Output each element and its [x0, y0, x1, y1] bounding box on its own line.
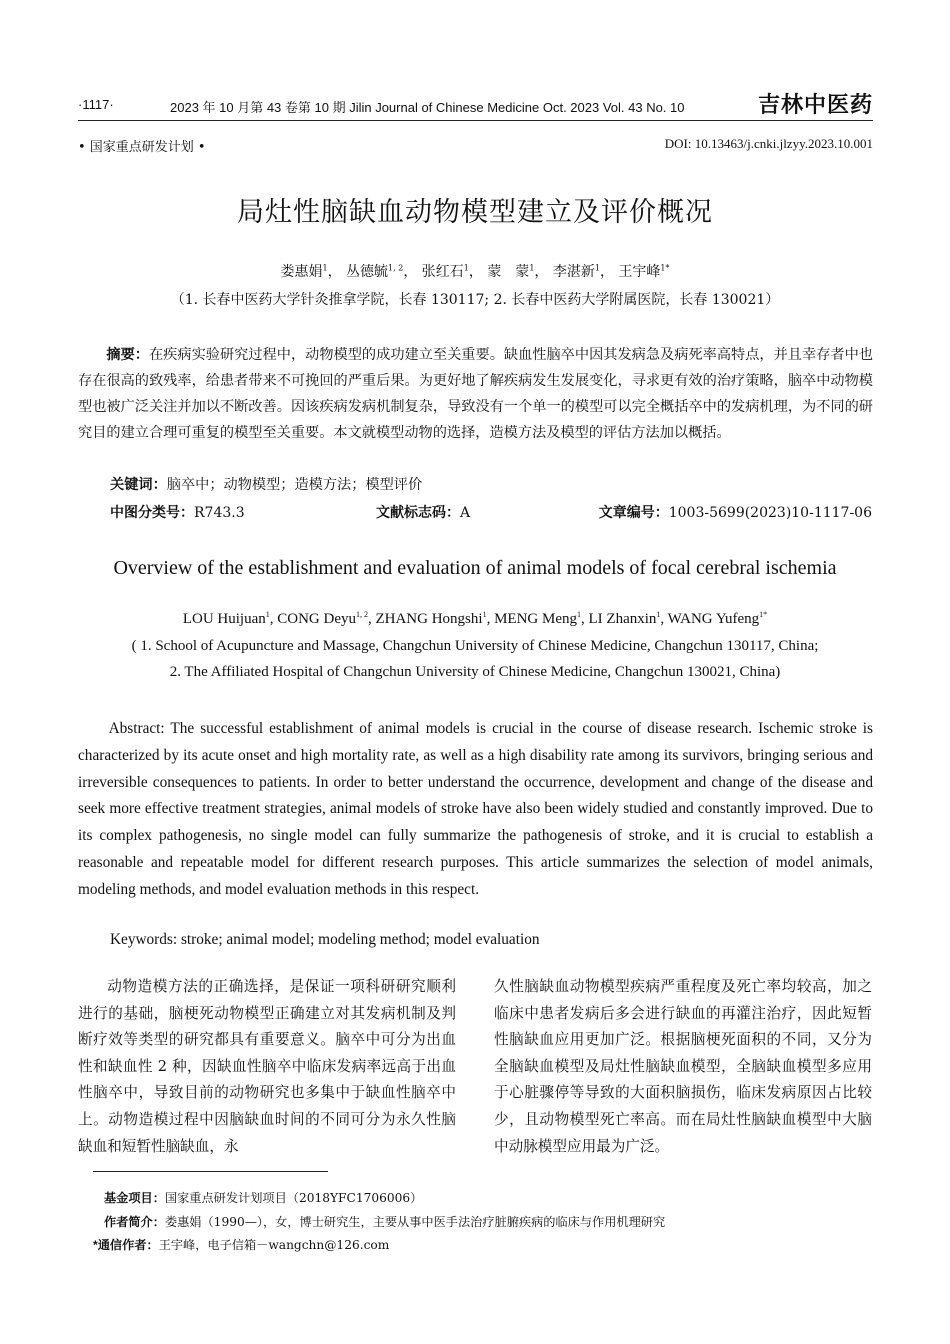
author-name: WANG Yufeng [667, 611, 760, 627]
author-sup: 1 [656, 610, 661, 619]
author-name: 娄惠娟 [280, 264, 323, 280]
author-name: 王宇峰 [618, 264, 661, 280]
author-sup: 1, 2 [355, 610, 368, 619]
author-sup: 1 [529, 263, 535, 273]
affiliations-en-line2: 2. The Affiliated Hospital of Changchun University of Chinese Medicine, Changchun 130021, China) [169, 664, 781, 680]
author-name: LOU Huijuan [182, 611, 266, 627]
author-name: MENG Meng [494, 611, 577, 627]
affiliations-en-line1: ( 1. School of Acupuncture and Massage, Changchun University of Chinese Medicine, Changchun 130117, China; [131, 638, 819, 654]
author-name: 蒙 蒙 [487, 264, 530, 280]
keywords-en [110, 931, 540, 949]
header-rule [78, 120, 873, 121]
body-column-left: 动物造模方法的正确选择，是保证一项科研研究顺利进行的基础，脑梗死动物模型正确建立对其发病机制及判断疗效等类型的研究都具有重要意义。脑卒中可分为出血性和缺血性 2 种，因缺血性脑卒中临床发病率远高于出血性脑卒中，导致目前的动物研究也多集中于缺血性脑卒中上。动物造模过程中因脑缺血时间的不同可分为永久性脑缺血和短暂性脑缺血，永 [78, 978, 456, 1155]
author-name: LI Zhanxin [588, 611, 657, 627]
abstract-en-label: Abstract: [108, 720, 165, 737]
author-name: 丛德毓 [346, 264, 389, 280]
author-name: ZHANG Hongshi [375, 611, 483, 627]
keywords-cn-label: 关键词： [110, 477, 167, 493]
body-column-right: 久性脑缺血动物模型疾病严重程度及死亡率均较高，加之临床中患者发病后多会进行缺血的再灌注治疗，因此短暂性脑缺血应用更加广泛。根据脑梗死面积的不同，又分为全脑缺血模型及局灶性脑缺血模型，全脑缺血模型多应用于心脏骤停等导致的大面积脑损伤，临床发病原因占比较少，且动物模型死亡率高。而在局灶性脑缺血模型中大脑中动脉模型应用最为广泛。 [494, 978, 872, 1155]
grant-tag: • 国家重点研发计划 • [78, 140, 206, 155]
journal-info: 2023 年 10 月第 43 卷第 10 期 Jilin Journal of Chinese Medicine Oct. 2023 Vol. 43 No. 10 [170, 100, 685, 115]
author-sup: 1 [482, 610, 487, 619]
doi: DOI: 10.13463/j.cnki.jlzyy.2023.10.001 [664, 136, 873, 151]
affiliations-cn: （1. 长春中医药大学针灸推拿学院，长春 130117; 2. 长春中医药大学附属医院，长春 130021） [170, 292, 780, 308]
author-name: 李湛新 [552, 264, 595, 280]
footnote-correspondence: *通信作者：王宇峰，电子信箱－wangchn@126.com [93, 1238, 390, 1252]
abstract-cn-text: 在疾病实验研究过程中，动物模型的成功建立至关重要。缺血性脑卒中因其发病急及病死率高特点，并且幸存者中也存在很高的致残率，给患者带来不可挽回的严重后果。为更好地了解疾病发生发展变化，寻求更有效的治疗策略，脑卒中动物模型也被广泛关注并加以不断改善。因该疾病发病机制复杂，导致没有一个单一的模型可以完全概括卒中的发病机理，为不同的研究目的建立合理可重复的模型至关重要。本文就模型动物的选择，造模方法及模型的评估方法加以概括。 [78, 347, 873, 441]
author-name: CONG Deyu [277, 611, 356, 627]
authors-cn: 娄惠娟$^1$， 丛德毓$^{1, 2}$， 张红石$^1$， 蒙 蒙$^1$， 李湛新$^1$， 王宇峰$^{1*}$ [280, 263, 670, 280]
keywords-en-text: stroke; animal model; modeling method; model evaluation [177, 931, 540, 948]
running-header [78, 94, 873, 120]
keywords-cn-text: 脑卒中；动物模型；造模方法；模型评价 [166, 477, 423, 493]
footnote-rule [93, 1171, 328, 1172]
author-sup: 1* [660, 263, 670, 273]
abstract-en-text: The successful establishment of animal models is crucial in the course of disease research. Ischemic stroke is characterized by its acute onset and high mortality rate, as well as a high disability rate among its survivors, bringing serious and irreversible consequences to patients. In order to better understand the occurrence, development and change of the disease and seek more effective treatment strategies, animal models of stroke have also been widely studied and constantly improved. Due to its complex pathogenesis, no single model can fully summarize the pathogenesis of stroke, and it is crucial to establish a reasonable and repeatable model for different research purposes. This article summarizes the selection of model animals, modeling methods, and model evaluation methods in this respect. [78, 720, 873, 898]
classification-row [110, 502, 872, 526]
article-number: 文章编号：1003-5699(2023)10-1117-06 [598, 504, 872, 521]
abstract-cn [78, 342, 873, 446]
footnote-author: 作者简介：娄惠娟（1990—），女，博士研究生，主要从事中医手法治疗脏腑疾病的临床与作用机理研究 [104, 1215, 666, 1229]
author-sup: 1 [322, 263, 328, 273]
author-sup: 1 [594, 263, 600, 273]
doc-code: 文献标志码：A [376, 504, 471, 521]
author-name: 张红石 [421, 264, 464, 280]
footnote-fund: 基金项目：国家重点研发计划项目（2018YFC1706006） [104, 1191, 423, 1205]
author-sup: 1 [265, 610, 270, 619]
keywords-cn [110, 474, 422, 494]
abstract-cn-label: 摘要： [106, 347, 149, 363]
journal-logo: 吉林中医药 [757, 92, 873, 118]
title-cn: 局灶性脑缺血动物模型建立及评价概况 [237, 197, 713, 228]
abstract-en [78, 716, 873, 904]
author-sup: 1 [577, 610, 581, 619]
page-number: ·1117· [78, 97, 114, 112]
authors-en: LOU Huijuan$^1$, CONG Deyu$^{1, 2}$, ZHANG Hongshi$^1$, MENG Meng$^1$, LI Zhanxin$^1$, WANG Yufeng$^{1*}$ [182, 610, 768, 627]
keywords-en-label: Keywords: [110, 931, 178, 948]
title-en: Overview of the establishment and evaluation of animal models of focal cerebral ischemia [113, 557, 837, 579]
author-sup: 1, 2 [388, 263, 404, 273]
clc-code: 中图分类号：R743.3 [110, 504, 245, 521]
author-sup: 1 [463, 263, 469, 273]
author-sup: 1* [759, 610, 768, 619]
